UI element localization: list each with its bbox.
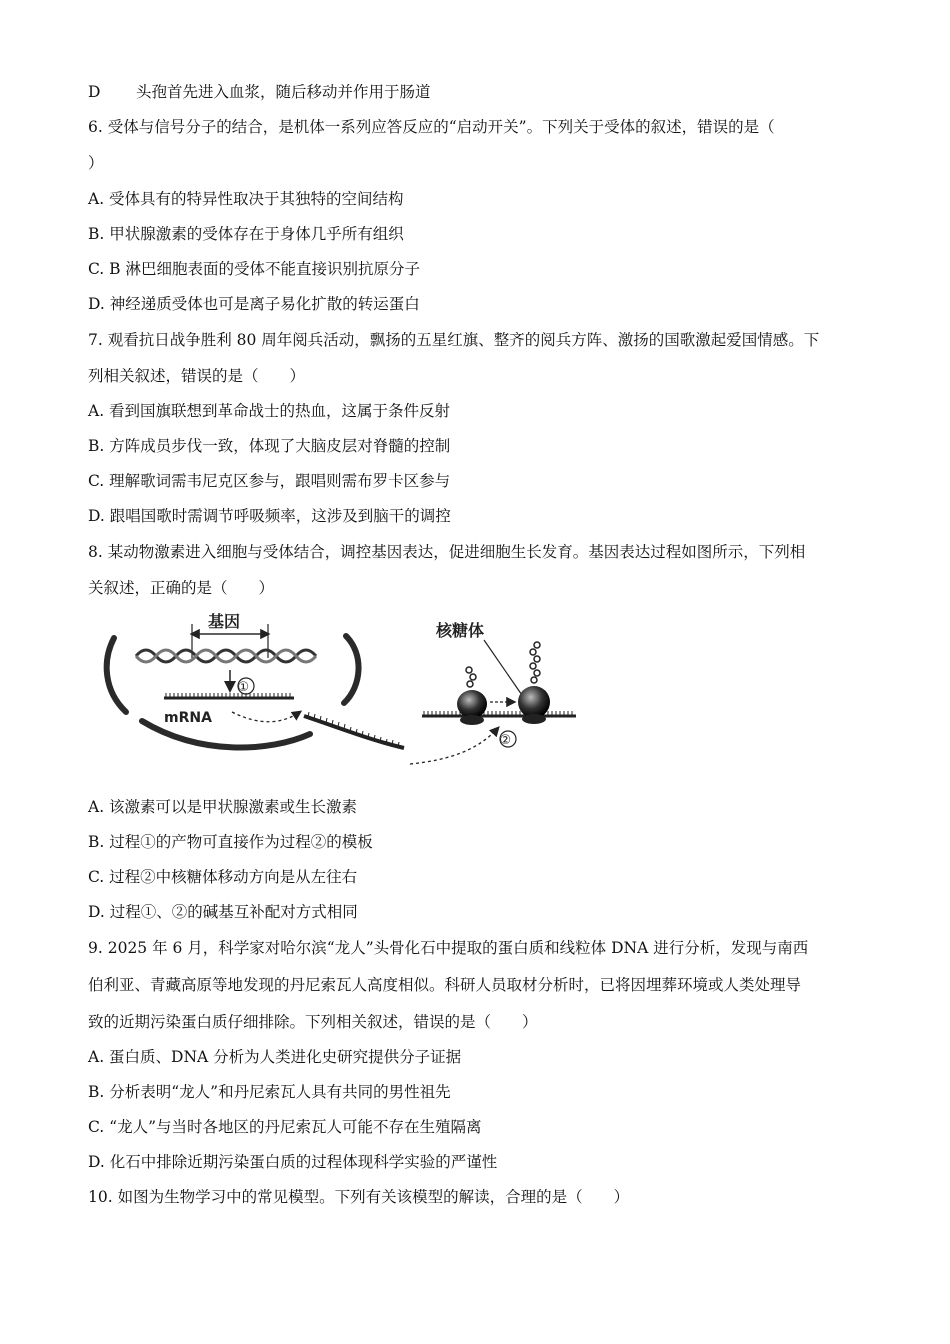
gene-label: 基因: [208, 612, 241, 631]
q8-stem-line1: 8. 某动物激素进入细胞与受体结合，调控基因表达，促进细胞生长发育。基因表达过程如图所示，下列相: [88, 543, 806, 561]
ribosome-2: [518, 686, 550, 718]
q6-option-d: D. 神经递质受体也可是离子易化扩散的转运蛋白: [88, 295, 420, 313]
option-text: 头孢首先进入血浆，随后移动并作用于肠道: [136, 83, 431, 101]
q8-option-d: D. 过程①、②的碱基互补配对方式相同: [88, 903, 358, 921]
q8-stem-line2: 关叙述，正确的是（ ）: [88, 579, 275, 597]
q9-option-b: B. 分析表明“龙人”和丹尼索瓦人具有共同的男性祖先: [88, 1083, 451, 1101]
q9-option-a: A. 蛋白质、DNA 分析为人类进化史研究提供分子证据: [88, 1048, 462, 1066]
q9-option-c: C. “龙人”与当时各地区的丹尼索瓦人可能不存在生殖隔离: [88, 1118, 482, 1136]
step1-label: ①: [237, 680, 250, 695]
mrna-cytoplasm: [304, 716, 404, 748]
nuclear-envelope-right: [344, 636, 359, 703]
q8-option-c: C. 过程②中核糖体移动方向是从左往右: [88, 868, 358, 886]
q9-stem-line3: 致的近期污染蛋白质仔细排除。下列相关叙述，错误的是（ ）: [88, 1013, 538, 1031]
gene-expression-figure: [100, 606, 585, 782]
q7-option-c: C. 理解歌词需韦尼克区参与，跟唱则需布罗卡区参与: [88, 472, 451, 490]
mrna-label: mRNA: [164, 710, 212, 726]
q6-option-a: A. 受体具有的特异性取决于其独特的空间结构: [88, 190, 404, 208]
nuclear-envelope-left: [107, 638, 126, 712]
q9-option-d: D. 化石中排除近期污染蛋白质的过程体现科学实验的严谨性: [88, 1153, 498, 1171]
q6-option-b: B. 甲状腺激素的受体存在于身体几乎所有组织: [88, 225, 404, 243]
q6-option-c: C. B 淋巴细胞表面的受体不能直接识别抗原分子: [88, 260, 420, 278]
q7-stem-line1: 7. 观看抗日战争胜利 80 周年阅兵活动，飘扬的五星红旗、整齐的阅兵方阵、激扬的国歌激起爱国情感。下: [88, 331, 820, 349]
q7-option-a: A. 看到国旗联想到革命战士的热血，这属于条件反射: [88, 402, 451, 420]
q7-stem-line2: 列相关叙述，错误的是（ ）: [88, 367, 306, 385]
option-letter: D: [88, 83, 101, 101]
q7-option-b: B. 方阵成员步伐一致，体现了大脑皮层对脊髓的控制: [88, 437, 451, 455]
q6-stem-line2: ）: [88, 154, 104, 172]
q8-option-a: A. 该激素可以是甲状腺激素或生长激素: [88, 798, 358, 816]
q8-option-b: B. 过程①的产物可直接作为过程②的模板: [88, 833, 373, 851]
q10-stem-line1: 10. 如图为生物学习中的常见模型。下列有关该模型的解读，合理的是（ ）: [88, 1188, 630, 1206]
q9-stem-line2: 伯利亚、青藏高原等地发现的丹尼索瓦人高度相似。科研人员取材分析时，已将因埋葬环境或人类处理导: [88, 976, 802, 994]
ribosome-label: 核糖体: [436, 621, 485, 640]
step2-label: ②: [499, 733, 512, 748]
q9-stem-line1: 9. 2025 年 6 月，科学家对哈尔滨“龙人”头骨化石中提取的蛋白质和线粒体 DNA 进行分析，发现与南西: [88, 939, 809, 957]
q6-stem-line1: 6. 受体与信号分子的结合，是机体一系列应答反应的“启动开关”。下列关于受体的叙述，错误的是（: [88, 118, 775, 136]
q7-option-d: D. 跟唱国歌时需调节呼吸频率，这涉及到脑干的调控: [88, 507, 451, 525]
ribosome-1: [457, 690, 487, 718]
